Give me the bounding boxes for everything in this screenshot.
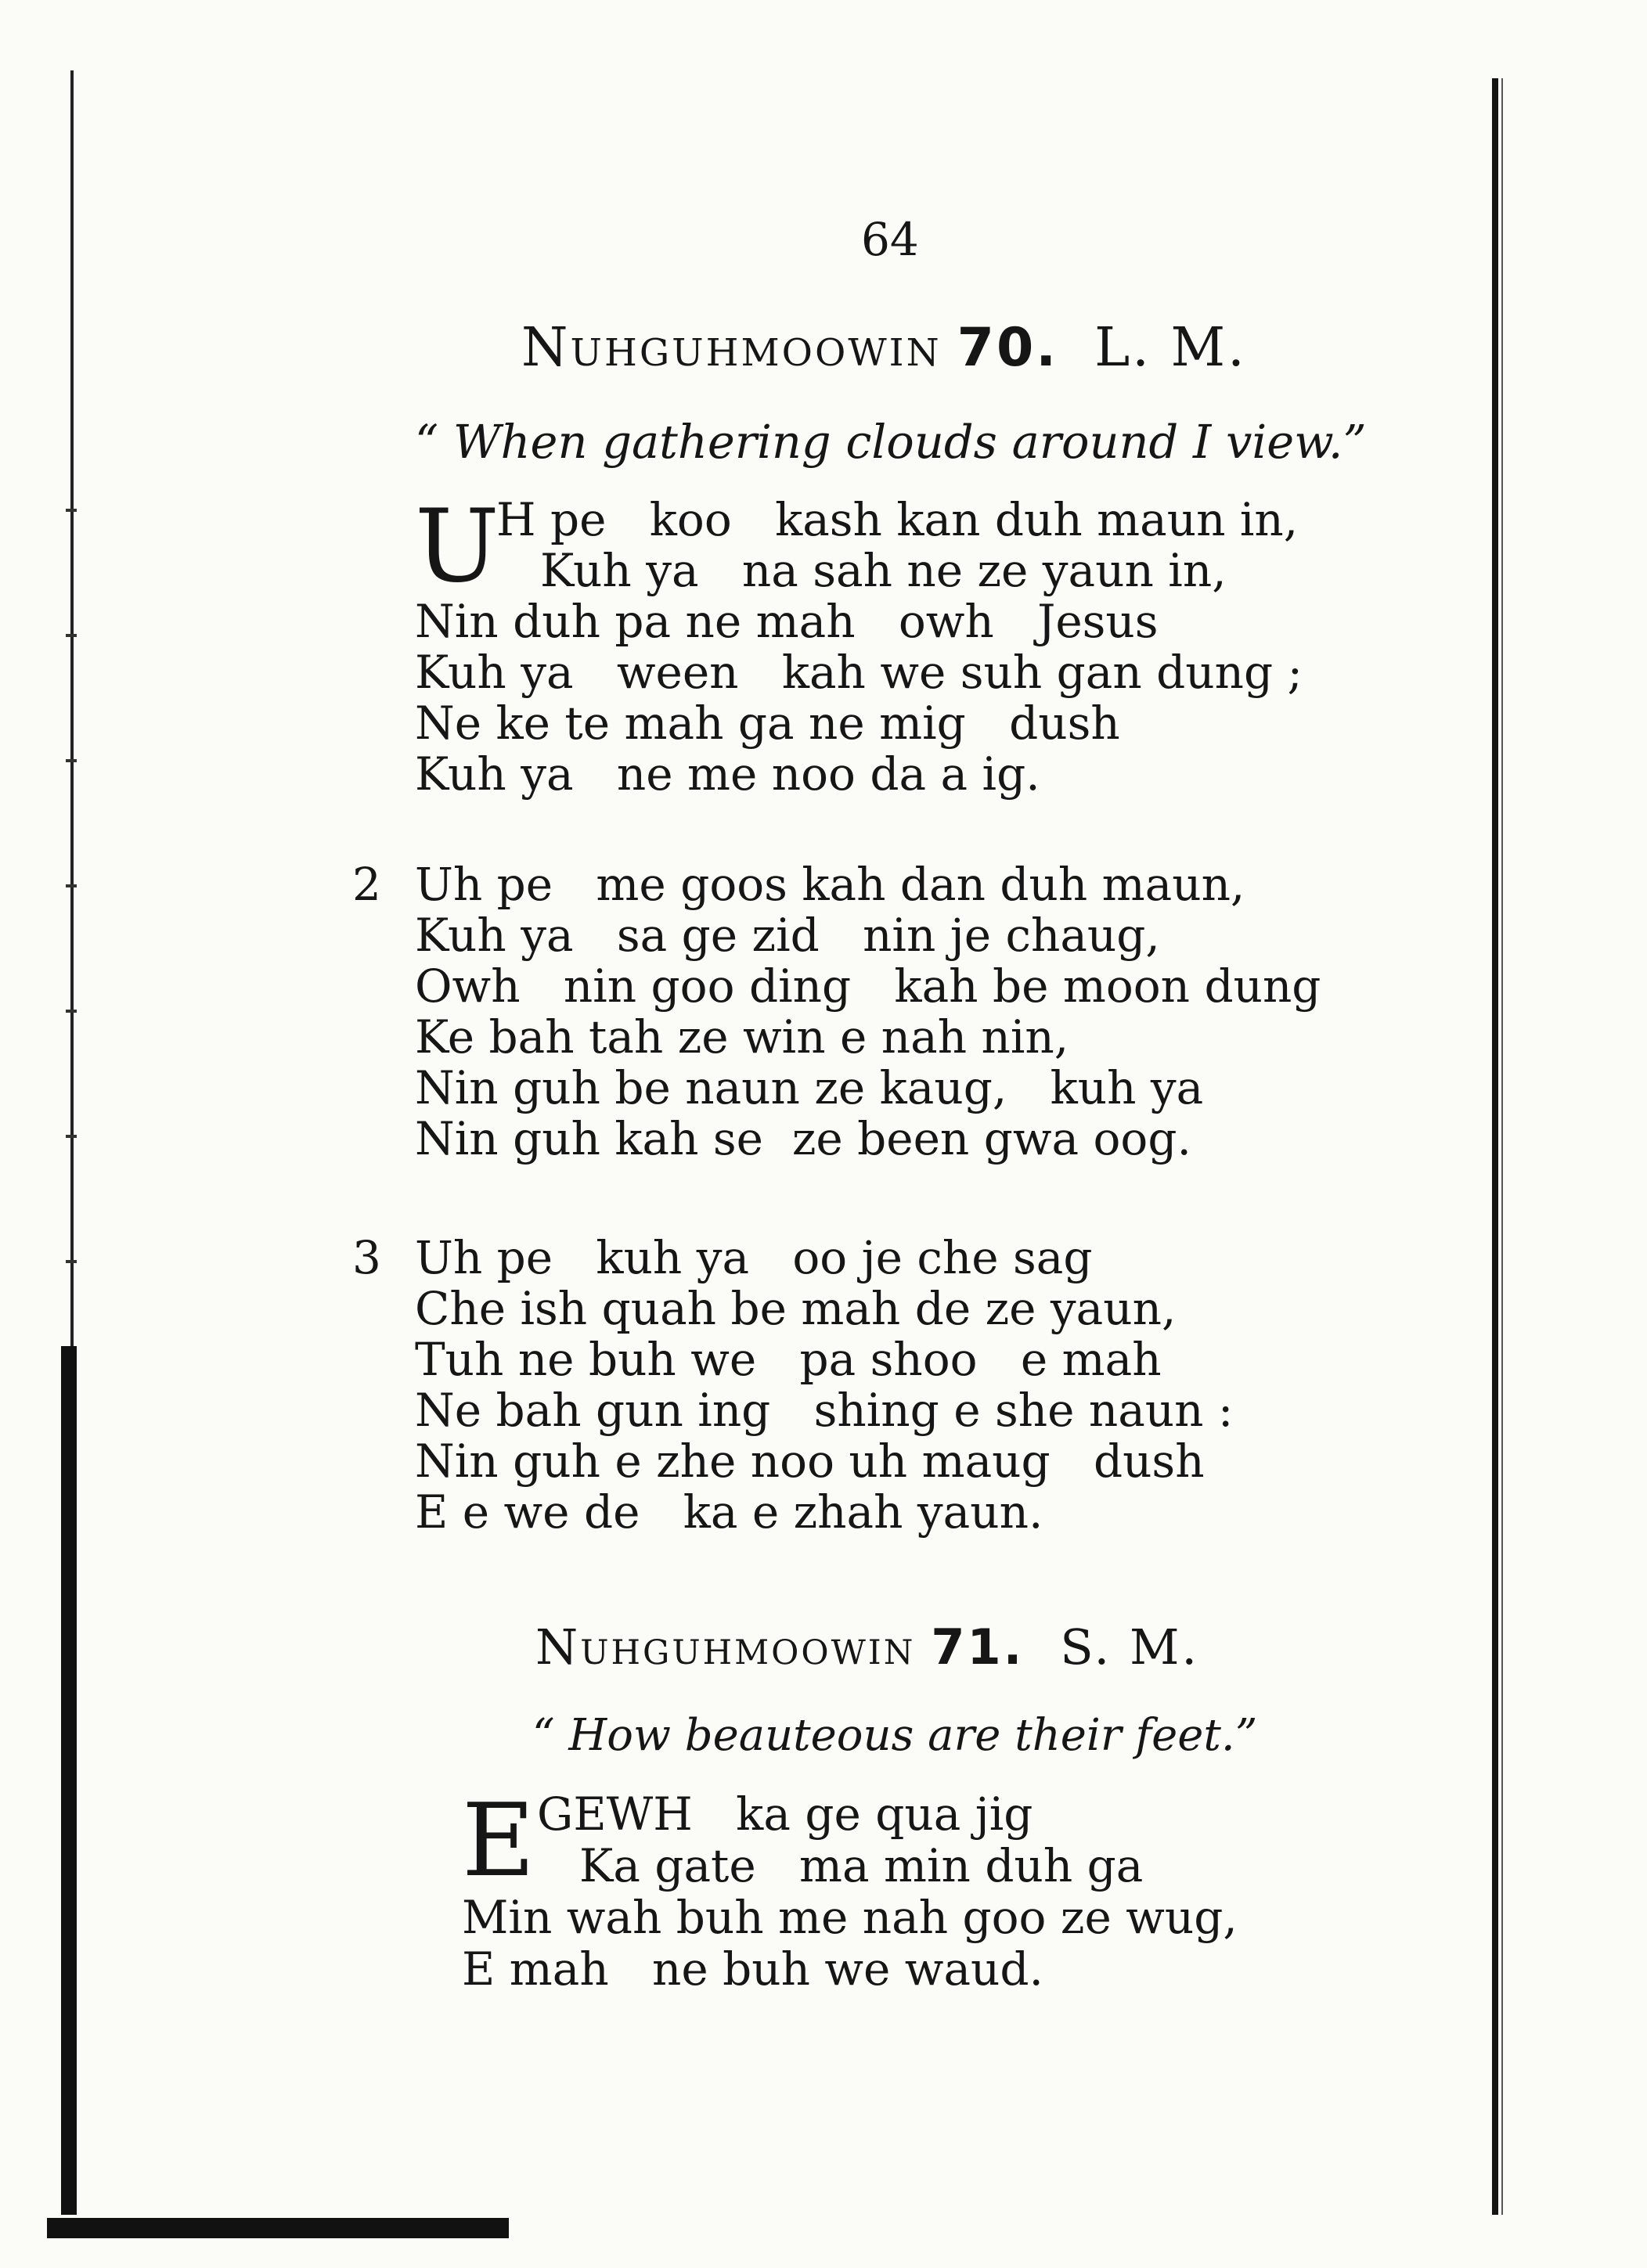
verse-line: Uh pe me goos kah dan duh maun,: [415, 858, 1245, 911]
verse-line: H pe koo kash kan duh maun in,: [496, 493, 1299, 546]
verse-line: Ne bah gun ing shing e she naun :: [415, 1384, 1234, 1437]
verse-line: Kuh ya na sah ne ze yaun in,: [540, 544, 1227, 597]
verse-line: GEWH ka ge qua jig: [537, 1787, 1033, 1841]
hymn-70-epigraph: “ When gathering clouds around I view.”: [415, 415, 1367, 469]
right-rule-inner: [1501, 78, 1503, 2215]
verse-line: Tuh ne buh we pa shoo e mah: [415, 1333, 1162, 1386]
hymn-71-verse-1: [462, 1783, 1238, 1996]
binding-edge: [47, 70, 88, 2215]
verse-line: Nin guh kah se ze been gwa oog.: [415, 1112, 1191, 1165]
hymn-meter: S. M.: [1060, 1618, 1200, 1676]
hymn-heading-word: Nuhguhmoowin: [535, 1618, 916, 1676]
verse-number: 2: [352, 858, 381, 911]
verse-line: Nin duh pa ne mah owh Jesus: [415, 595, 1159, 648]
hymn-heading-word: Nuhguhmoowin: [521, 317, 942, 379]
spine-mark: [66, 759, 77, 762]
hymn-71-heading: [535, 1618, 1199, 1676]
verse-line: Ke bah tah ze win e nah nin,: [415, 1010, 1069, 1064]
verse-line: Owh nin goo ding kah be moon dung: [415, 959, 1321, 1013]
verse-line: Che ish quah be mah de ze yaun,: [415, 1282, 1177, 1335]
spine-mark: [66, 1135, 77, 1138]
hymn-71-epigraph: “ How beauteous are their feet.”: [532, 1710, 1258, 1761]
verse-line: Min wah buh me nah goo ze wug,: [462, 1891, 1238, 1944]
hymn-70-heading: [521, 317, 1247, 379]
spine-mark: [66, 1260, 77, 1263]
hymn-number: 71.: [931, 1618, 1025, 1676]
verse-line: Ka gate ma min duh ga: [579, 1839, 1144, 1892]
verse-line: Ne ke te mah ga ne mig dush: [415, 697, 1120, 750]
verse-line: Nin guh e zhe noo uh maug dush: [415, 1435, 1205, 1488]
drop-cap: U: [415, 488, 499, 605]
drop-cap: E: [462, 1783, 535, 1899]
hymn-number: 70.: [957, 317, 1059, 379]
verse-number: 3: [352, 1231, 381, 1284]
verse-line: Uh pe kuh ya oo je che sag: [415, 1231, 1093, 1284]
verse-line: E e we de ka e zhah yaun.: [415, 1485, 1043, 1539]
right-rule: [1492, 78, 1498, 2215]
hymn-meter: L. M.: [1094, 317, 1247, 379]
spine-mark: [66, 1010, 77, 1013]
spine-mark: [66, 634, 77, 637]
spine-mark: [66, 884, 77, 887]
hymn-70-verse-2: [352, 858, 1321, 1165]
hymn-70-verse-3: [352, 1231, 1234, 1539]
verse-line: Kuh ya ne me noo da a ig.: [415, 747, 1040, 801]
verse-line: Nin guh be naun ze kaug, kuh ya: [415, 1061, 1204, 1114]
verse-line: Kuh ya ween kah we suh gan dung ;: [415, 646, 1303, 699]
verse-line: Kuh ya sa ge zid nin je chaug,: [415, 909, 1160, 962]
bottom-rule: [47, 2218, 509, 2238]
verse-line: E mah ne buh we waud.: [462, 1942, 1043, 1996]
spine-mark: [66, 509, 77, 512]
spine-shadow: [61, 1346, 77, 2215]
page-number: 64: [861, 213, 919, 266]
hymn-70-verse-1: [415, 488, 1303, 801]
